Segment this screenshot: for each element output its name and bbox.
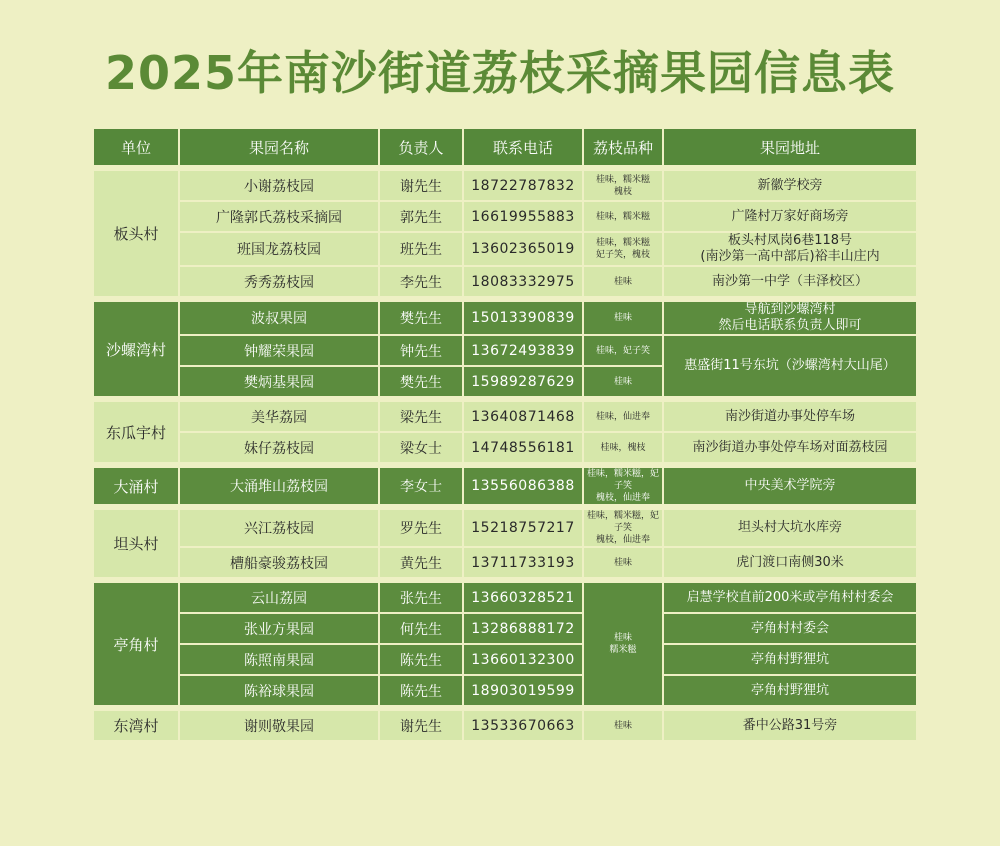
orchard-name: 陈照南果园 <box>180 645 378 674</box>
table-row <box>94 676 916 705</box>
unit-cell: 坦头村 <box>94 510 178 577</box>
table-row <box>94 645 916 674</box>
unit-cell: 亭角村 <box>94 583 178 705</box>
person: 陈先生 <box>380 676 462 705</box>
orchard-name: 班国龙荔枝园 <box>180 233 378 265</box>
orchard-table <box>92 127 918 742</box>
phone: 14748556181 <box>464 433 582 462</box>
phone: 18903019599 <box>464 676 582 705</box>
person: 黄先生 <box>380 548 462 577</box>
header-phone: 联系电话 <box>464 129 582 165</box>
phone: 13640871468 <box>464 402 582 431</box>
header-unit: 单位 <box>94 129 178 165</box>
table-row <box>94 233 916 265</box>
person: 李女士 <box>380 468 462 504</box>
person: 谢先生 <box>380 711 462 740</box>
person: 罗先生 <box>380 510 462 546</box>
phone: 13286888172 <box>464 614 582 643</box>
variety: 桂味 <box>584 711 662 740</box>
address: 启慧学校直前200米或亭角村村委会 <box>664 583 916 612</box>
unit-cell: 东瓜宇村 <box>94 402 178 462</box>
phone: 18722787832 <box>464 171 582 200</box>
variety: 桂味，仙进奉 <box>584 402 662 431</box>
header-person: 负责人 <box>380 129 462 165</box>
variety: 桂味 <box>584 548 662 577</box>
variety: 桂味 <box>584 302 662 334</box>
variety: 桂味，糯米糍，妃子笑 槐枝，仙进奉 <box>584 510 662 546</box>
address: 坦头村大坑水库旁 <box>664 510 916 546</box>
variety: 桂味，槐枝 <box>584 433 662 462</box>
variety: 桂味，糯米糍，妃子笑 槐枝，仙进奉 <box>584 468 662 504</box>
address: 亭角村野狸坑 <box>664 676 916 705</box>
phone: 13533670663 <box>464 711 582 740</box>
orchard-name: 大涌堆山荔枝园 <box>180 468 378 504</box>
table-row <box>94 583 916 612</box>
person: 张先生 <box>380 583 462 612</box>
person: 谢先生 <box>380 171 462 200</box>
orchard-name: 妹仔荔枝园 <box>180 433 378 462</box>
address: 虎门渡口南侧30米 <box>664 548 916 577</box>
unit-cell: 大涌村 <box>94 468 178 504</box>
phone: 13556086388 <box>464 468 582 504</box>
table-row <box>94 433 916 462</box>
person: 何先生 <box>380 614 462 643</box>
person: 班先生 <box>380 233 462 265</box>
address: 番中公路31号旁 <box>664 711 916 740</box>
orchard-name: 广隆郭氏荔枝采摘园 <box>180 202 378 231</box>
address: 惠盛街11号东坑（沙螺湾村大山尾） <box>664 336 916 396</box>
table-row <box>94 302 916 334</box>
phone: 13602365019 <box>464 233 582 265</box>
address: 亭角村村委会 <box>664 614 916 643</box>
orchard-name: 云山荔园 <box>180 583 378 612</box>
orchard-name: 陈裕球果园 <box>180 676 378 705</box>
variety: 桂味 <box>584 267 662 296</box>
orchard-name: 小谢荔枝园 <box>180 171 378 200</box>
phone: 13660132300 <box>464 645 582 674</box>
orchard-name: 兴江荔枝园 <box>180 510 378 546</box>
address: 南沙街道办事处停车场对面荔枝园 <box>664 433 916 462</box>
person: 樊先生 <box>380 367 462 396</box>
phone: 15218757217 <box>464 510 582 546</box>
phone: 15013390839 <box>464 302 582 334</box>
orchard-name: 钟耀荣果园 <box>180 336 378 365</box>
person: 梁女士 <box>380 433 462 462</box>
table-row <box>94 510 916 546</box>
variety: 桂味 糯米糍 <box>584 583 662 705</box>
table-row <box>94 171 916 200</box>
unit-cell: 东湾村 <box>94 711 178 740</box>
person: 钟先生 <box>380 336 462 365</box>
table-row <box>94 402 916 431</box>
person: 郭先生 <box>380 202 462 231</box>
variety: 桂味，糯米糍 妃子笑，槐枝 <box>584 233 662 265</box>
orchard-name: 樊炳基果园 <box>180 367 378 396</box>
person: 梁先生 <box>380 402 462 431</box>
table-header-row <box>94 129 916 165</box>
orchard-name: 美华荔园 <box>180 402 378 431</box>
header-orchard-name: 果园名称 <box>180 129 378 165</box>
orchard-name: 谢则敬果园 <box>180 711 378 740</box>
address: 板头村凤岗6巷118号 (南沙第一高中部后)裕丰山庄内 <box>664 233 916 265</box>
phone: 18083332975 <box>464 267 582 296</box>
address: 亭角村野狸坑 <box>664 645 916 674</box>
orchard-name: 波叔果园 <box>180 302 378 334</box>
table-row <box>94 202 916 231</box>
header-variety: 荔枝品种 <box>584 129 662 165</box>
page-title: 2025年南沙街道荔枝采摘果园信息表 <box>104 46 896 100</box>
address: 导航到沙螺湾村 然后电话联系负责人即可 <box>664 302 916 334</box>
phone: 13660328521 <box>464 583 582 612</box>
unit-cell: 沙螺湾村 <box>94 302 178 396</box>
variety: 桂味 <box>584 367 662 396</box>
table-row <box>94 267 916 296</box>
person: 樊先生 <box>380 302 462 334</box>
unit-cell: 板头村 <box>94 171 178 296</box>
address: 中央美术学院旁 <box>664 468 916 504</box>
table-row <box>94 614 916 643</box>
variety: 桂味，糯米糍 <box>584 202 662 231</box>
header-address: 果园地址 <box>664 129 916 165</box>
table-row <box>94 336 916 365</box>
orchard-name: 秀秀荔枝园 <box>180 267 378 296</box>
phone: 15989287629 <box>464 367 582 396</box>
table-row <box>94 548 916 577</box>
variety: 桂味，糯米糍 槐枝 <box>584 171 662 200</box>
address: 南沙街道办事处停车场 <box>664 402 916 431</box>
phone: 13672493839 <box>464 336 582 365</box>
orchard-name: 槽船豪骏荔枝园 <box>180 548 378 577</box>
address: 新徽学校旁 <box>664 171 916 200</box>
address: 广隆村万家好商场旁 <box>664 202 916 231</box>
orchard-name: 张业方果园 <box>180 614 378 643</box>
table-row <box>94 711 916 740</box>
table-row <box>94 468 916 504</box>
address: 南沙第一中学（丰泽校区） <box>664 267 916 296</box>
variety: 桂味，妃子笑 <box>584 336 662 365</box>
person: 李先生 <box>380 267 462 296</box>
phone: 16619955883 <box>464 202 582 231</box>
person: 陈先生 <box>380 645 462 674</box>
phone: 13711733193 <box>464 548 582 577</box>
